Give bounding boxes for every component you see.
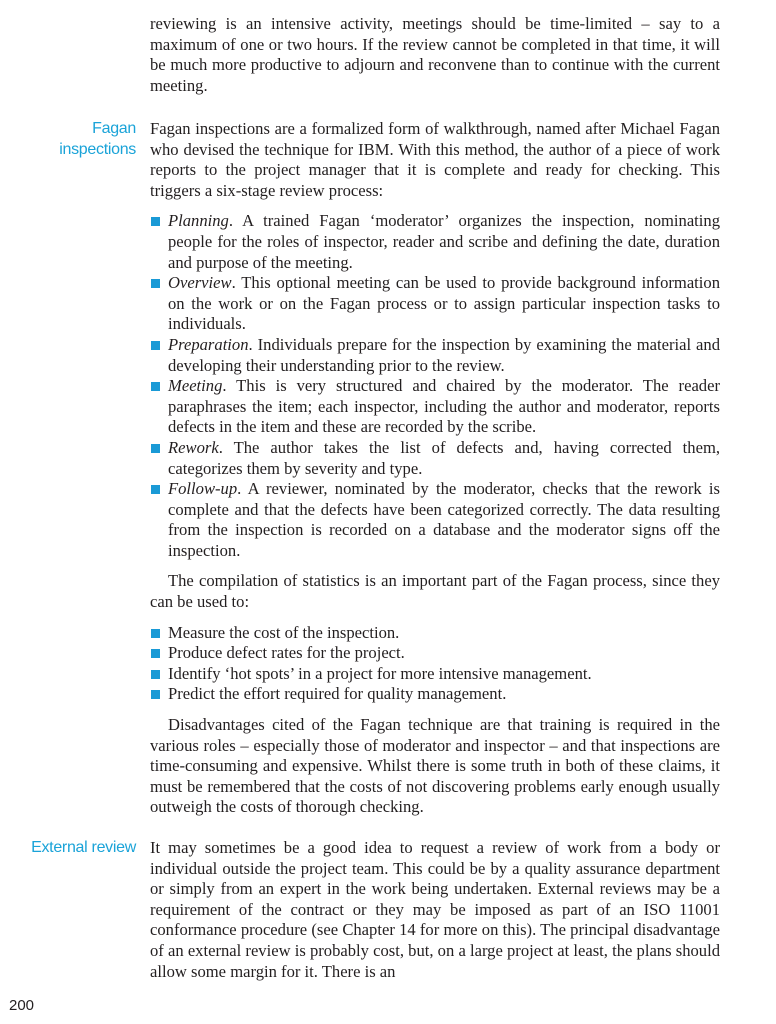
fagan-intro-paragraph: Fagan inspections are a formalized form of walkthrough, named after Michael Fagan who devised the technique for IBM. With this method, the author of a piece of work reports to the project manager that it is complete and ready for checking. This triggers a six-stage review process: [150,119,720,200]
stage-term: Follow-up [168,479,238,499]
stage-term: Overview [168,273,232,293]
statistics-use-item [150,623,720,644]
stage-description: . Individuals prepare for the inspection by examining the material and developing their understanding prior to the review. [168,334,720,375]
bullet-square-icon [151,444,160,453]
stage-item-planning [150,211,720,273]
bullet-square-icon [151,670,160,679]
stage-item-follow-up [150,479,720,561]
statistics-paragraph: The compilation of statistics is an important part of the Fagan process, since they can be used to: [150,571,720,612]
stage-term: Planning [168,211,229,231]
stage-description: . A reviewer, nominated by the moderator, checks that the rework is complete and that the defects have been categorized correctly. The data resulting from the inspection is recorded on a database and the moderator signs off the inspection. [168,479,720,560]
stage-description: . This is very structured and chaired by the moderator. The reader paraphrases the item; each inspector, including the author and moderator, reports defects in the item and these are recorded by the scribe. [168,376,720,437]
stage-item-meeting [150,376,720,438]
external-review-section [150,838,720,982]
disadvantages-paragraph: Disadvantages cited of the Fagan technique are that training is required in the various roles – especially those of moderator and inspector – and that inspections are time-consuming and expensive. Whilst there is some truth in both of these claims, it must be remembered that the costs of not discovering problems early enough usually outweigh the costs of thorough checking. [150,715,720,817]
margin-heading-fagan-line2: inspections [59,140,136,158]
statistics-use-item [150,684,720,705]
stage-item-rework [150,438,720,479]
margin-heading-fagan-line1: Fagan [92,120,136,137]
margin-heading-fagan-inspections [0,119,136,160]
fagan-section [150,119,720,818]
statistics-use-text: Identify ‘hot spots’ in a project for more intensive management. [168,663,592,683]
bullet-square-icon [151,629,160,638]
margin-heading-external-review: External review [31,839,136,856]
statistics-uses-list [150,623,720,705]
statistics-use-item [150,664,720,685]
intro-paragraph: reviewing is an intensive activity, meetings should be time-limited – say to a maximum of one or two hours. If the review cannot be completed in that time, it will be much more productive to adjourn and reconvene than to continue with the current meeting. [150,14,720,95]
statistics-use-text: Predict the effort required for quality management. [168,684,507,704]
intro-section [150,14,720,96]
stage-description: . A trained Fagan ‘moderator’ organizes the inspection, nominating people for the roles of inspector, reader and scribe and defining the date, duration and purpose of the meeting. [168,211,720,272]
stage-term: Preparation [168,334,249,354]
page-number: 200 [9,997,35,1014]
fagan-stages-list [150,211,720,561]
stage-item-overview [150,273,720,335]
stage-item-preparation [150,335,720,376]
stage-description: . The author takes the list of defects and, having corrected them, categorizes them by severity and type. [168,437,720,478]
statistics-use-text: Produce defect rates for the project. [168,643,405,663]
statistics-use-text: Measure the cost of the inspection. [168,622,400,642]
bullet-square-icon [151,217,160,226]
bullet-square-icon [151,341,160,350]
stage-description: . This optional meeting can be used to provide background information on the work or on the Fagan process or to assign particular inspection tasks to individuals. [168,273,720,334]
bullet-square-icon [151,690,160,699]
bullet-square-icon [151,649,160,658]
bullet-square-icon [151,279,160,288]
stage-term: Rework [168,437,219,457]
external-review-paragraph: It may sometimes be a good idea to request a review of work from a body or individual outside the project team. This could be by a quality assurance department or simply from an expert in the work being undertaken. External reviews may be a requirement of the contract or they may be imposed as part of an ISO 11001 conformance procedure (see Chapter 14 for more on this). The principal disadvantage of an external review is probably cost, but, on a large project at least, the plans should allow some margin for it. There is an [150,838,720,981]
bullet-square-icon [151,485,160,494]
stage-term: Meeting [168,376,223,396]
bullet-square-icon [151,382,160,391]
statistics-use-item [150,643,720,664]
